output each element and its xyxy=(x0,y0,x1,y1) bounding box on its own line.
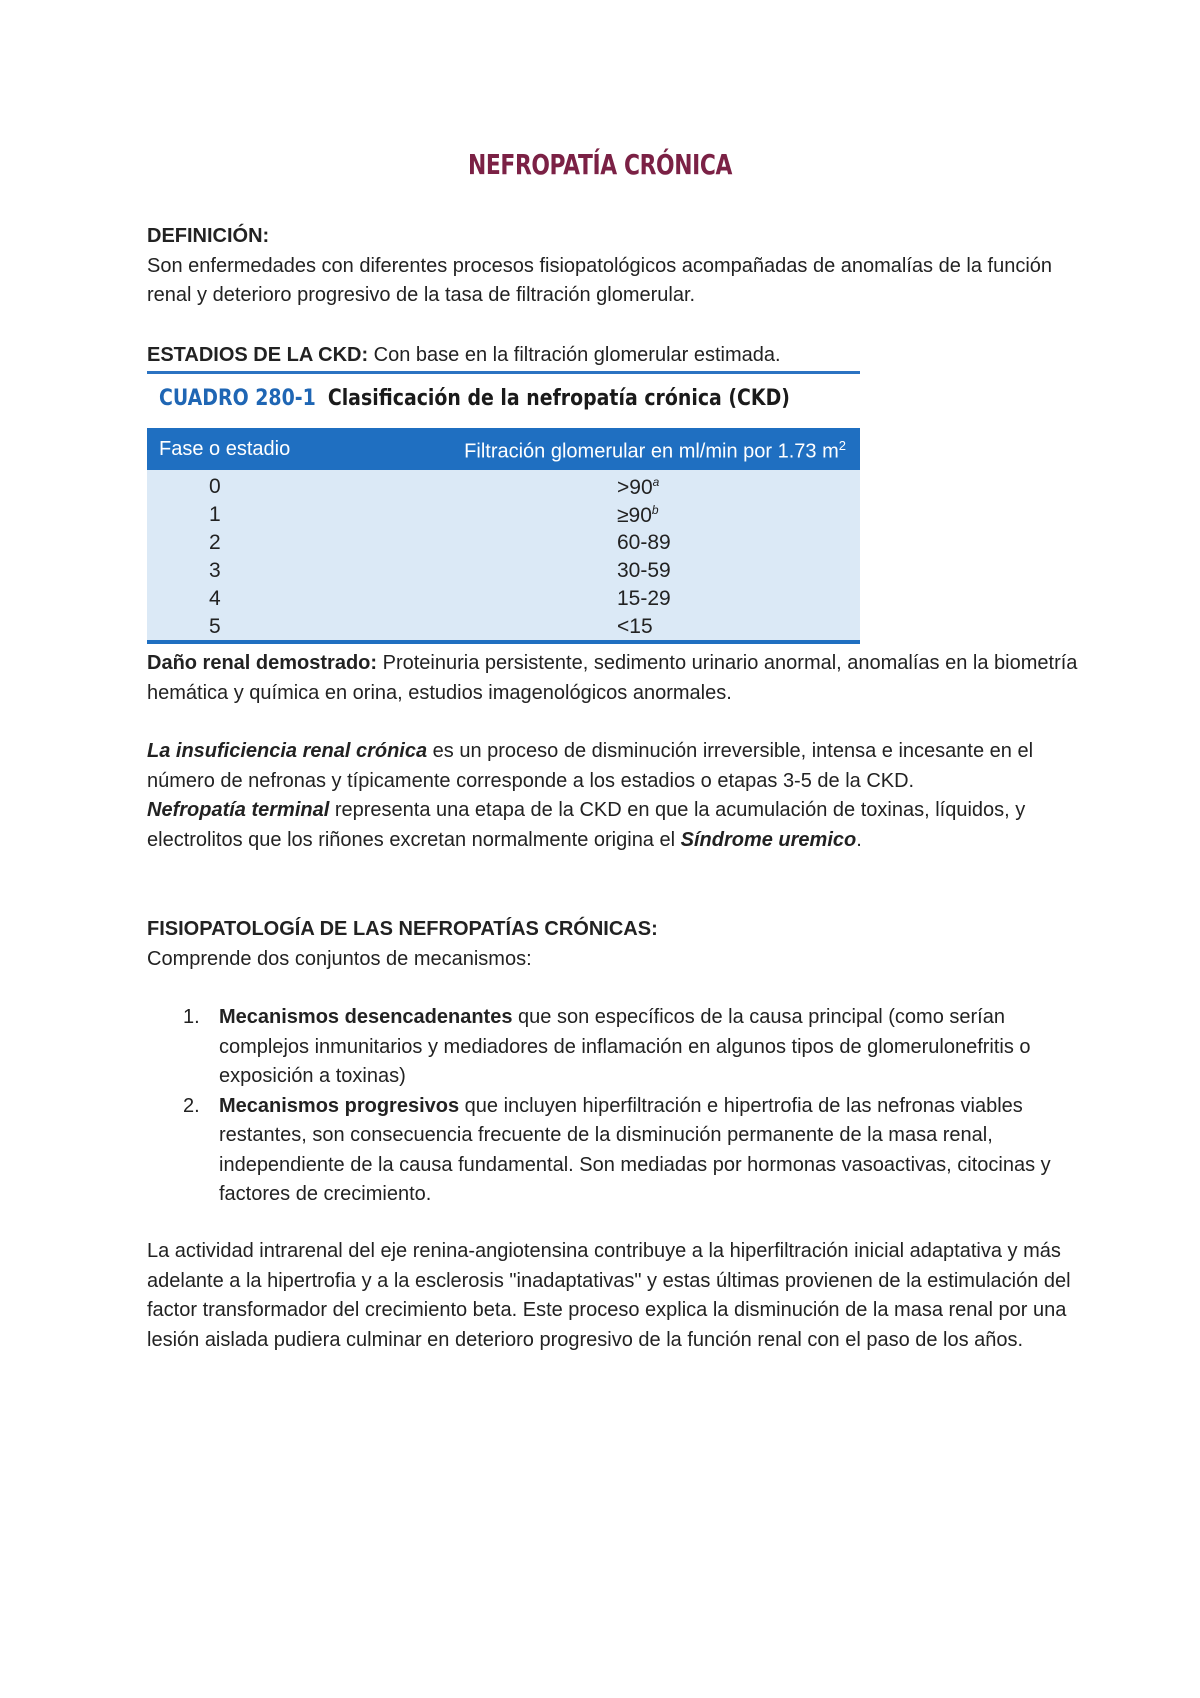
table-row xyxy=(147,556,860,585)
definition-text: Son enfermedades con diferentes procesos fisiopatológicos acompañadas de anomalías de la función renal y deterioro progresivo de la tasa de filtración glomerular. xyxy=(147,254,1053,306)
closing-paragraph: La actividad intrarenal del eje renina-angiotensina contribuye a la hiperfiltración inicial adaptativa y más adelante a la hipertrofia y a la esclerosis "inadaptativas" y estas últimas provienen de la estimulación del factor transformador del crecimiento beta. Este proceso explica la disminución de la masa renal por una lesión aislada pudiera culminar en deterioro progresivo de la función renal con el paso de los años. xyxy=(147,1240,1071,1351)
gfr-value: 15-29 xyxy=(617,587,671,610)
table-cell-gfr xyxy=(617,503,659,528)
table-cell-stage: 1 xyxy=(209,503,221,526)
table-header-stage: Fase o estadio xyxy=(159,438,291,460)
dano-heading: Daño renal demostrado: xyxy=(147,652,378,674)
table-cell-stage: 5 xyxy=(209,615,221,638)
dano-section xyxy=(147,649,1087,708)
uremic-term: Síndrome uremico xyxy=(680,828,857,851)
table-bottom-rule xyxy=(147,640,860,644)
table-row xyxy=(147,612,860,641)
page-title: NEFROPATÍA CRÓNICA xyxy=(468,148,732,181)
fisio-section xyxy=(147,915,1087,974)
terminal-term: Nefropatía terminal xyxy=(147,799,330,821)
terminal-end: . xyxy=(856,828,862,851)
table-cell-stage: 4 xyxy=(209,587,221,610)
gfr-value: <15 xyxy=(617,615,653,638)
table-row xyxy=(147,528,860,557)
table-caption xyxy=(159,386,790,411)
fisio-text: Comprende dos conjuntos de mecanismos: xyxy=(147,947,532,970)
table-body xyxy=(147,470,860,640)
mechanism-text: que son específicos de la causa principal (como serían complejos inmunitarios y mediadores de inflamación en algunos tipos de glomerulonefritis o exposición a toxinas) xyxy=(219,1006,1031,1087)
dano-text: Proteinuria persistente, sedimento urinario anormal, anomalías en la biometría hemática y química en orina, estudios imagenológicos anormales. xyxy=(147,652,1078,704)
insuficiencia-text: es un proceso de disminución irreversible, intensa e incesante en el número de nefronas y típicamente corresponde a los estadios o etapas 3-5 de la CKD. xyxy=(147,740,1034,792)
table-header xyxy=(147,428,860,470)
table-cell-gfr xyxy=(617,615,653,639)
table-row xyxy=(147,500,860,529)
ckd-classification-table xyxy=(147,371,860,646)
gfr-value: >90 xyxy=(617,476,653,499)
table-cell-stage: 0 xyxy=(209,475,221,498)
insuficiencia-section xyxy=(147,737,1087,855)
mechanisms-list xyxy=(147,1003,1087,1210)
list-item xyxy=(147,1092,1087,1210)
table-cell-gfr xyxy=(617,531,671,555)
stages-text: Con base en la filtración glomerular estimada. xyxy=(368,344,781,366)
table-caption-text: Clasificación de la nefropatía crónica (CKD) xyxy=(327,386,790,411)
table-cell-stage: 2 xyxy=(209,531,221,554)
table-header-gfr-text: Filtración glomerular en ml/min por 1.73 m xyxy=(464,440,839,463)
list-number: 2. xyxy=(183,1094,200,1117)
table-header-gfr xyxy=(464,438,846,464)
gfr-value: 30-59 xyxy=(617,559,671,582)
gfr-note: a xyxy=(652,475,660,489)
table-cell-stage: 3 xyxy=(209,559,221,582)
table-top-rule xyxy=(147,371,860,374)
list-number: 1. xyxy=(183,1006,200,1028)
mechanism-term: Mecanismos progresivos xyxy=(219,1094,460,1117)
table-row xyxy=(147,472,860,501)
table-cell-gfr xyxy=(617,587,671,611)
mechanism-text: que incluyen hiperfiltración e hipertrofia de las nefronas viables restantes, son consecuencia frecuente de la disminución permanente de la masa renal, independiente de la causa fundamental. Son mediadas por hormonas vasoactivas, citocinas y factores de crecimiento. xyxy=(219,1094,1051,1205)
insuficiencia-paragraph xyxy=(147,737,1087,796)
insuficiencia-term: La insuficiencia renal crónica xyxy=(147,740,428,762)
table-row xyxy=(147,584,860,613)
table-cell-gfr xyxy=(617,475,659,500)
terminal-text: representa una etapa de la CKD en que la acumulación de toxinas, líquidos, y electrolitos que los riñones excretan normalmente origina el xyxy=(147,799,1026,851)
terminal-paragraph xyxy=(147,796,1087,855)
definition-heading: DEFINICIÓN: xyxy=(147,225,270,247)
gfr-note: b xyxy=(651,503,659,517)
mechanism-term: Mecanismos desencadenantes xyxy=(219,1006,513,1028)
table-header-gfr-sup: 2 xyxy=(838,438,846,453)
stages-heading: ESTADIOS DE LA CKD: xyxy=(147,344,369,366)
stages-section xyxy=(147,341,1087,371)
definition-section xyxy=(147,222,1087,311)
list-item xyxy=(147,1003,1087,1092)
fisio-heading: FISIOPATOLOGÍA DE LAS NEFROPATÍAS CRÓNICAS: xyxy=(147,918,658,940)
table-cell-gfr xyxy=(617,559,671,583)
table-number: CUADRO 280-1 xyxy=(159,386,316,411)
gfr-value: 60-89 xyxy=(617,531,671,554)
gfr-value: ≥90 xyxy=(617,504,652,527)
